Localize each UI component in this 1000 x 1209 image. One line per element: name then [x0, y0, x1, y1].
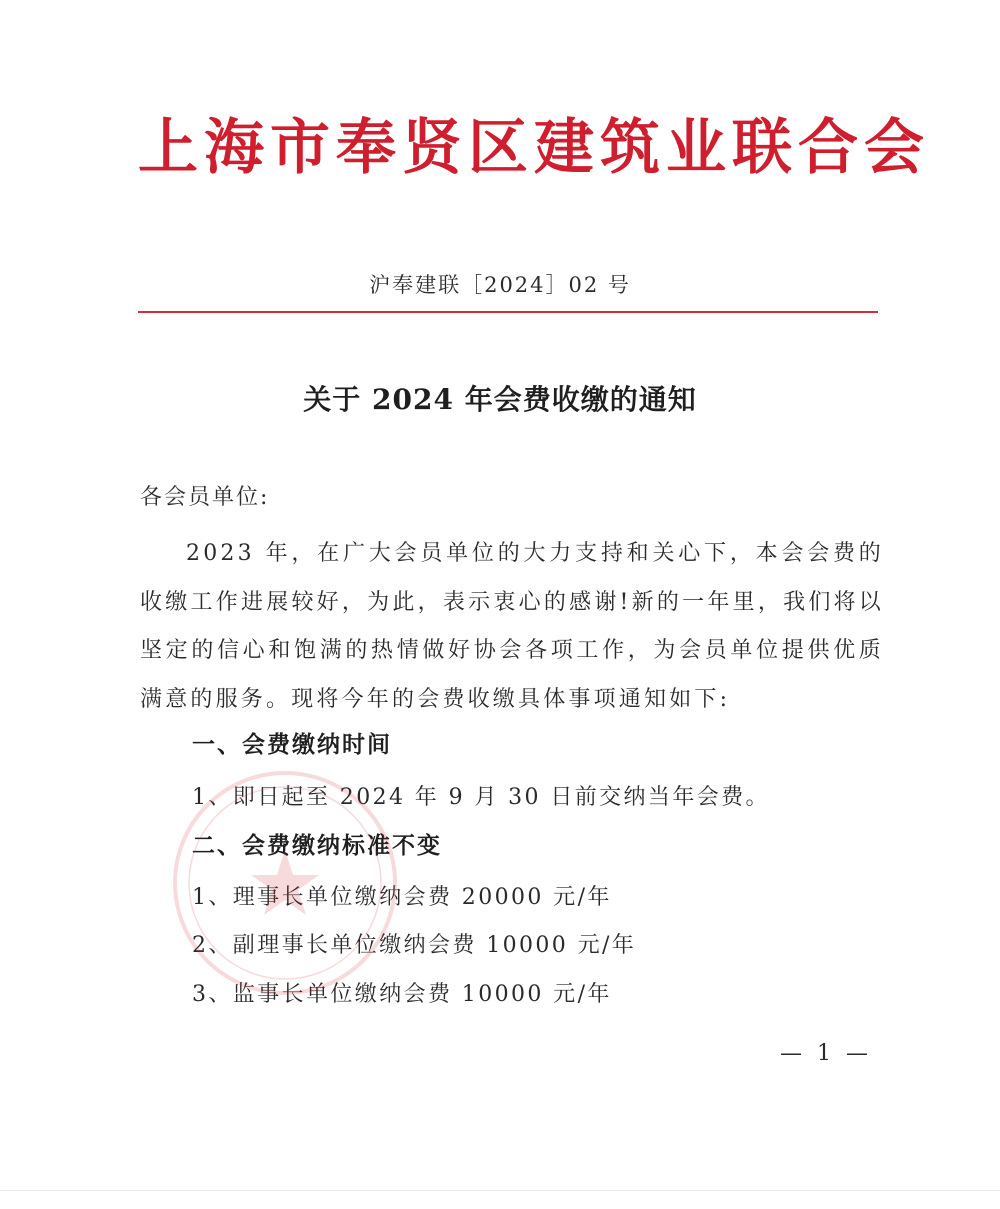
organization-letterhead: 上海市奉贤区建筑业联合会 [138, 113, 930, 183]
body-paragraph: 2023 年，在广大会员单位的大力支持和关心下，本会会费的收缴工作进展较好，为此，表示衷心的感谢!新的一年里，我们将以坚定的信心和饱满的热情做好协会各项工作，为会员单位提供优质满意的服务。现将今年的会费收缴具体事项通知如下: [140, 541, 884, 712]
document-number: 沪奉建联［2024］02 号 [369, 273, 631, 297]
notice-title: 关于 2024 年会费收缴的通知 [303, 383, 697, 416]
list-item: 1、理事长单位缴纳会费 20000 元/年 [192, 885, 612, 910]
list-item: 1、即日起至 2024 年 9 月 30 日前交纳当年会费。 [192, 785, 770, 810]
red-divider-line [138, 311, 878, 313]
list-item: 2、副理事长单位缴纳会费 10000 元/年 [192, 933, 637, 958]
section-heading-fee-standard: 二、会费缴纳标准不变 [192, 832, 442, 859]
salutation: 各会员单位: [140, 485, 270, 510]
page-number: — 1 — [780, 1041, 872, 1066]
page-bottom-edge [0, 1190, 1000, 1191]
list-item: 3、监事长单位缴纳会费 10000 元/年 [192, 982, 612, 1007]
section-heading-payment-time: 一、会费缴纳时间 [192, 731, 392, 758]
